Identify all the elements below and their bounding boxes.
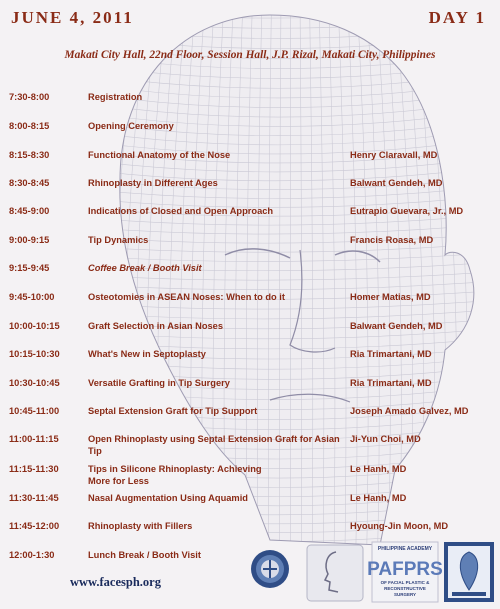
schedule-speaker: Balwant Gendeh, MD xyxy=(350,178,443,188)
schedule-topic: Rhinoplasty in Different Ages xyxy=(88,178,218,188)
schedule-speaker: Francis Roasa, MD xyxy=(350,235,434,245)
pafprs-brand: PAFPRS xyxy=(367,559,443,580)
schedule-topic: Tip Dynamics xyxy=(88,235,149,245)
pafprs-line1: PHILIPPINE ACADEMY xyxy=(377,546,433,552)
schedule-topic: Graft Selection in Asian Noses xyxy=(88,321,224,331)
schedule-topic: Nasal Augmentation Using Aquamid xyxy=(88,493,248,503)
schedule-speaker: Balwant Gendeh, MD xyxy=(350,321,443,331)
schedule-time: 10:45-11:00 xyxy=(9,406,60,416)
header xyxy=(11,8,486,32)
schedule-topic: Coffee Break / Booth Visit xyxy=(88,263,202,273)
schedule-time: 8:30-8:45 xyxy=(9,178,50,188)
schedule-time: 10:15-10:30 xyxy=(9,349,60,359)
schedule-time: 11:45-12:00 xyxy=(9,521,60,531)
schedule-topic: Tips in Silicone Rhinoplasty: Achieving More for Less xyxy=(88,464,262,486)
schedule-topic: Versatile Grafting in Tip Surgery xyxy=(88,378,230,388)
schedule-speaker: Eutrapio Guevara, Jr., MD xyxy=(350,206,464,216)
round-seal-logo xyxy=(250,548,290,590)
schedule-speaker: Henry Claravall, MD xyxy=(350,150,438,160)
schedule-time: 8:15-8:30 xyxy=(9,150,50,160)
schedule-time: 9:45-10:00 xyxy=(9,292,55,302)
schedule-speaker: Joseph Amado Galvez, MD xyxy=(350,406,469,416)
schedule-topic: Open Rhinoplasty using Septal Extension Graft for Asian Tip xyxy=(88,434,340,456)
event-date: JUNE 4, 2011 xyxy=(11,8,134,27)
schedule-speaker: Ji-Yun Choi, MD xyxy=(350,434,421,444)
schedule-speaker: Homer Matias, MD xyxy=(350,292,431,302)
schedule-topic: What's New in Septoplasty xyxy=(88,349,206,359)
schedule-topic: Osteotomies in ASEAN Noses: When to do it xyxy=(88,292,285,302)
schedule-time: 7:30-8:00 xyxy=(9,92,50,102)
pafprs-logo xyxy=(367,542,443,602)
schedule-time: 10:30-10:45 xyxy=(9,378,60,388)
schedule-topic: Lunch Break / Booth Visit xyxy=(88,550,201,560)
schedule-time: 9:15-9:45 xyxy=(9,263,50,273)
schedule-topic: Opening Ceremony xyxy=(88,121,174,131)
venue-text: Makati City Hall, 22nd Floor, Session Hall, J.P. Rizal, Makati City, Philippines xyxy=(64,49,436,61)
pafprs-line2: OF FACIAL PLASTIC & xyxy=(380,580,430,585)
pafprs-line4: SURGERY xyxy=(393,592,417,597)
schedule-time: 10:00-10:15 xyxy=(9,321,60,331)
website-link[interactable]: www.facesph.org xyxy=(70,575,161,589)
profile-face-logo xyxy=(306,544,364,602)
schedule-speaker: Le Hanh, MD xyxy=(350,464,407,474)
academy-seal-logo xyxy=(444,542,494,602)
schedule-speaker: Ria Trimartani, MD xyxy=(350,378,432,388)
event-day: DAY 1 xyxy=(428,8,486,27)
schedule-speaker: Ria Trimartani, MD xyxy=(350,349,432,359)
schedule-speaker: Hyoung-Jin Moon, MD xyxy=(350,521,449,531)
schedule-time: 11:30-11:45 xyxy=(9,493,59,503)
mesh-vertical-line xyxy=(471,0,500,609)
schedule-time: 12:00-1:30 xyxy=(9,550,55,560)
schedule-topic: Functional Anatomy of the Nose xyxy=(88,150,231,160)
schedule-time: 9:00-9:15 xyxy=(9,235,50,245)
schedule-topic: Rhinoplasty with Fillers xyxy=(88,521,193,531)
schedule-time: 8:45-9:00 xyxy=(9,206,50,216)
schedule-time: 11:15-11:30 xyxy=(9,464,59,474)
schedule-topic: Registration xyxy=(88,92,143,102)
schedule-speaker: Le Hanh, MD xyxy=(350,493,407,503)
mesh-vertical-line xyxy=(481,0,500,609)
schedule-time: 8:00-8:15 xyxy=(9,121,50,131)
schedule-topic: Septal Extension Graft for Tip Support xyxy=(88,406,258,416)
pafprs-line3: RECONSTRUCTIVE xyxy=(384,586,426,591)
schedule-time: 11:00-11:15 xyxy=(9,434,59,444)
schedule-topic: Indications of Closed and Open Approach xyxy=(88,206,274,216)
